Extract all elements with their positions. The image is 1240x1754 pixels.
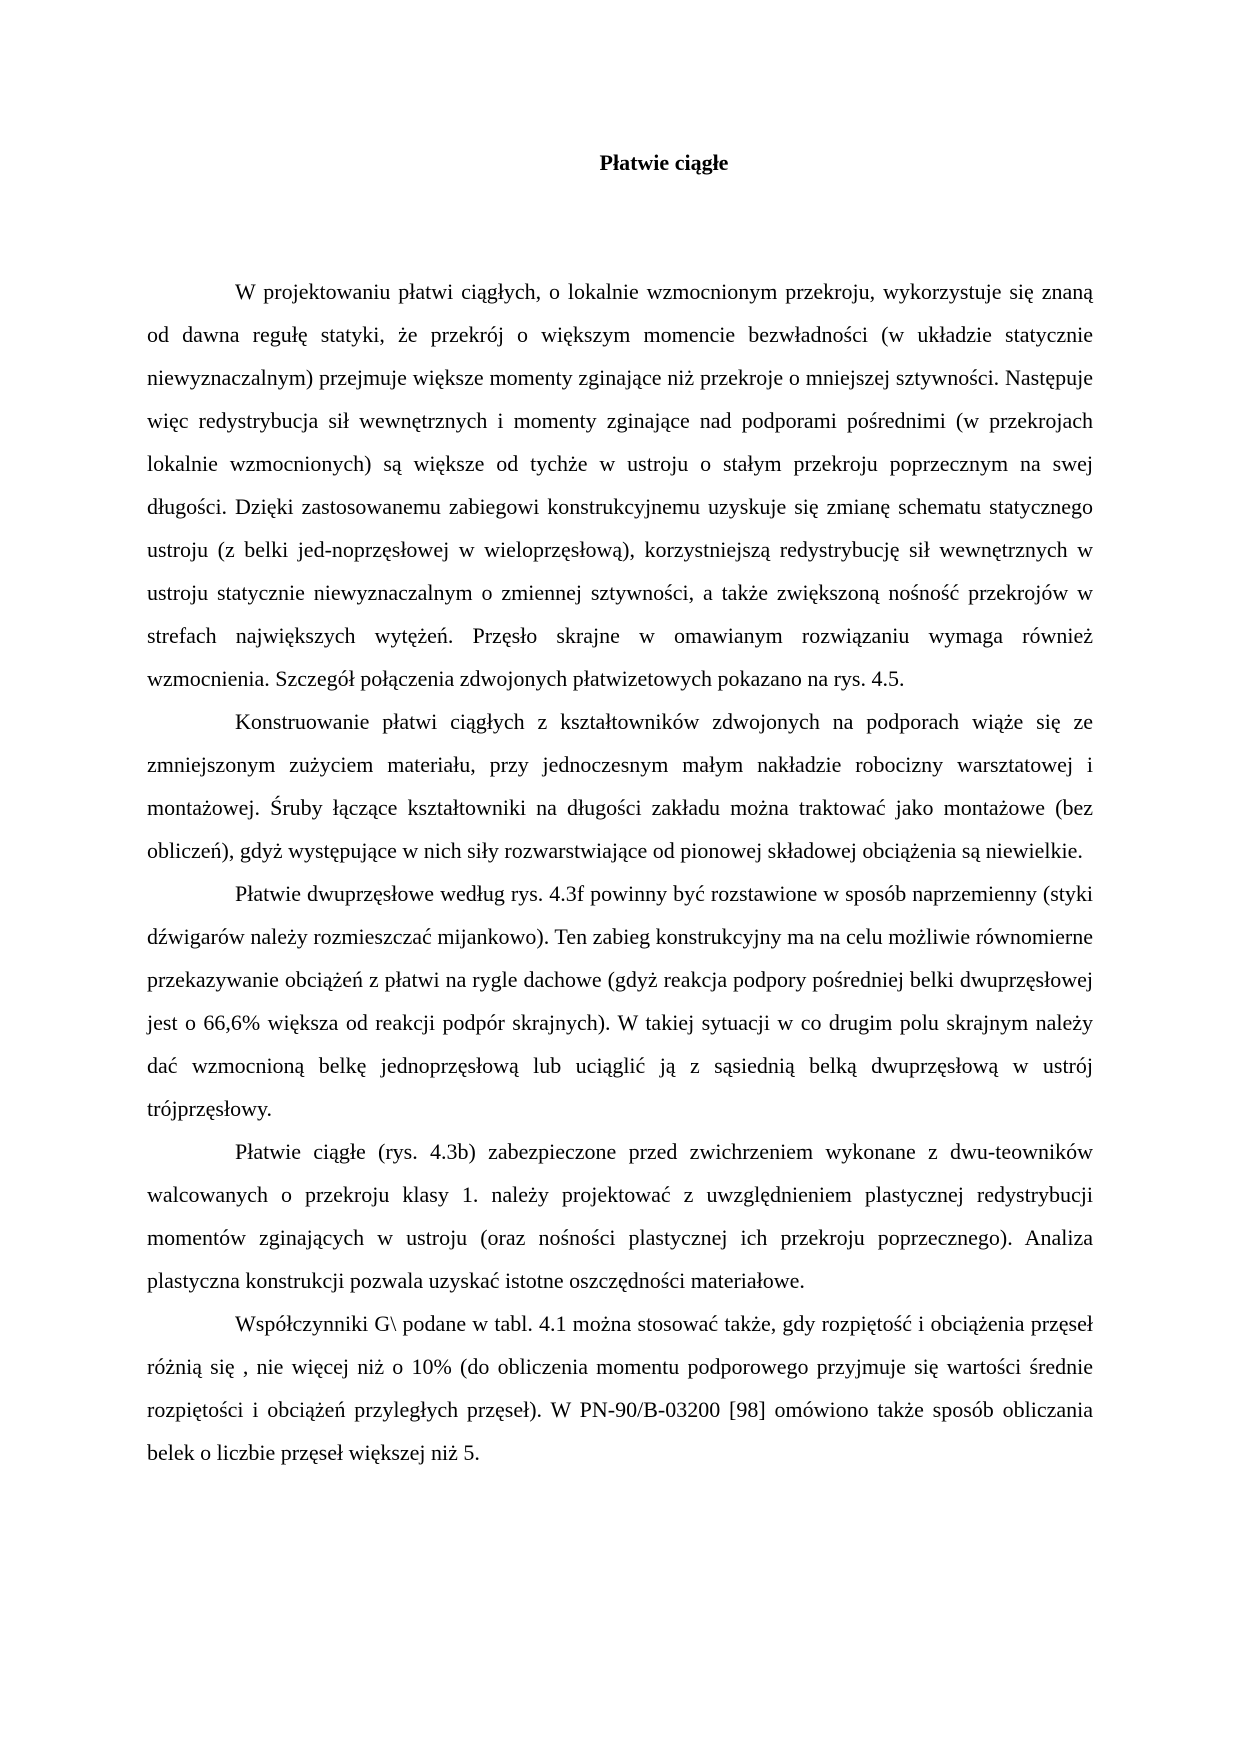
document-title: Płatwie ciągłe [599, 150, 729, 175]
paragraph-3: Płatwie dwuprzęsłowe według rys. 4.3f powinny być rozstawione w sposób naprzemienny (styki dźwigarów należy rozmieszczać mijankowo). Ten zabieg konstrukcyjny ma na celu możliwie równomierne przekazywanie obciążeń z płatwi na rygle dachowe (gdyż reakcja podpory pośredniej belki dwuprzęsłowej jest o 66,6% większa od reakcji podpór skrajnych). W takiej sytuacji w co drugim polu skrajnym należy dać wzmocnioną belkę jednoprzęsłową lub uciąglić ją z sąsiednią belką dwuprzęsłową w ustrój trójprzęsłowy. [147, 881, 1093, 1121]
paragraph-2: Konstruowanie płatwi ciągłych z kształtowników zdwojonych na podporach wiąże się ze zmniejszonym zużyciem materiału, przy jednoczesnym małym nakładzie robocizny warsztatowej i montażowej. Śruby łączące kształtowniki na długości zakładu można traktować jako montażowe (bez obliczeń), gdyż występujące w nich siły rozwarstwiające od pionowej składowej obciążenia są niewielkie. [147, 709, 1093, 863]
document-body [147, 270, 1093, 1474]
paragraph-4: Płatwie ciągłe (rys. 4.3b) zabezpieczone przed zwichrzeniem wykonane z dwu-teowników walcowanych o przekroju klasy 1. należy projektować z uwzględnieniem plastycznej redystrybucji momentów zginających w ustroju (oraz nośności plastycznej ich przekroju poprzecznego). Analiza plastyczna konstrukcji pozwala uzyskać istotne oszczędności materiałowe. [147, 1139, 1093, 1293]
paragraph-5: Współczynniki G\ podane w tabl. 4.1 można stosować także, gdy rozpiętość i obciążenia przęseł różnią się , nie więcej niż o 10% (do obliczenia momentu podporowego przyjmuje się wartości średnie rozpiętości i obciążeń przyległych przęseł). W PN-90/B-03200 [98] omówiono także sposób obliczania belek o liczbie przęseł większej niż 5. [147, 1311, 1093, 1465]
paragraph-1: W projektowaniu płatwi ciągłych, o lokalnie wzmocnionym przekroju, wykorzystuje się znaną od dawna regułę statyki, że przekrój o większym momencie bezwładności (w układzie statycznie niewyznaczalnym) przejmuje większe momenty zginające niż przekroje o mniejszej sztywności. Następuje więc redystrybucja sił wewnętrznych i momenty zginające nad podporami pośrednimi (w przekrojach lokalnie wzmocnionych) są większe od tychże w ustroju o stałym przekroju poprzecznym na swej długości. Dzięki zastosowanemu zabiegowi konstrukcyjnemu uzyskuje się zmianę schematu statycznego ustroju (z belki jed-noprzęsłowej w wieloprzęsłową), korzystniejszą redystrybucję sił wewnętrznych w ustroju statycznie niewyznaczalnym o zmiennej sztywności, a także zwiększoną nośność przekrojów w strefach największych wytężeń. Przęsło skrajne w omawianym rozwiązaniu wymaga również wzmocnienia. Szczegół połączenia zdwojonych płatwizetowych pokazano na rys. 4.5. [147, 279, 1093, 691]
